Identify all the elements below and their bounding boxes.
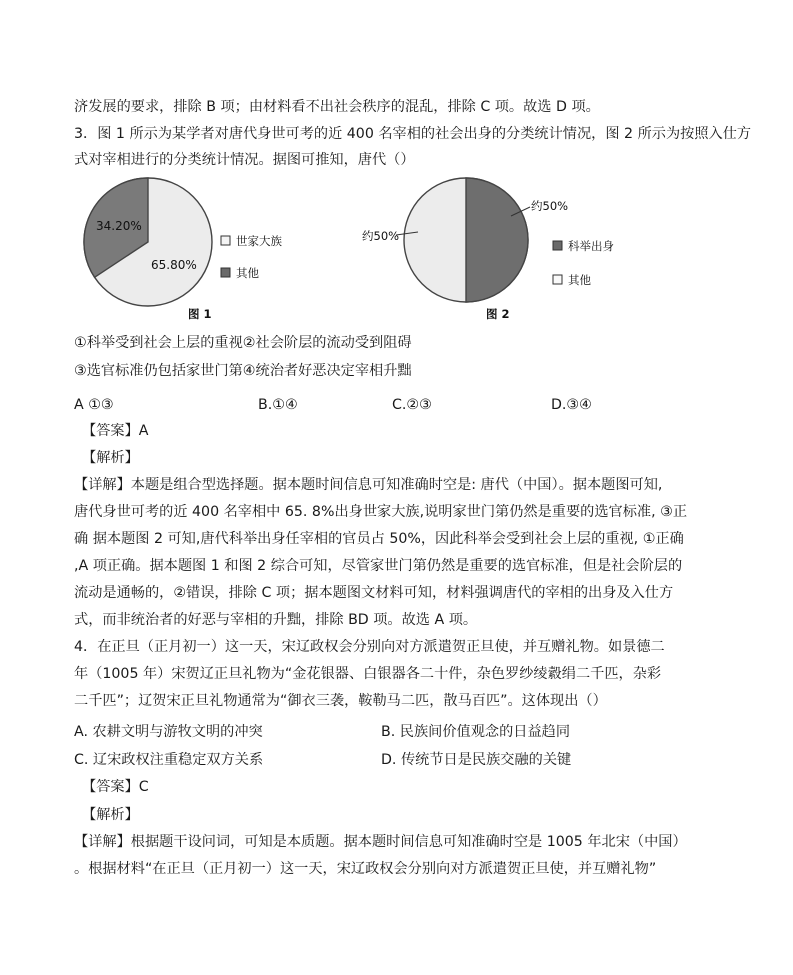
pie1-label-other: 34.20% xyxy=(96,219,142,233)
analysis-3: 【解析】 xyxy=(82,450,139,466)
pie2-legend-swatch-other xyxy=(553,275,562,284)
option-4d: D. 传统节日是民族交融的关键 xyxy=(381,752,572,768)
question-4-line-1: 4．在正旦（正月初一）这一天，宋辽政权会分别向对方派遣贺正旦使，并互赠礼物。如景德二 xyxy=(74,639,665,655)
pie2-legend-swatch-keju xyxy=(553,241,562,250)
answer-4: 【答案】C xyxy=(82,779,149,795)
analysis-4: 【解析】 xyxy=(82,807,139,823)
option-c: C.②③ xyxy=(392,397,432,413)
explain-3-line-4: ,A 项正确。据本题图 1 和图 2 综合可知，尽管家世门第仍然是重要的选官标准，但是社会阶层的 xyxy=(74,558,683,574)
explain-3-line-1: 【详解】本题是组合型选择题。据本题时间信息可知准确时空是: 唐代（中国）。据本题图可知, xyxy=(74,477,663,493)
question-4-line-2: 年（1005 年）宋贺辽正旦礼物为“金花银器、白银器各二十件，杂色罗纱绫縠绢二千匹，杂彩 xyxy=(74,666,662,682)
explain-3-line-2: 唐代身世可考的近 400 名宰相中 65. 8%出身世家大族,说明家世门第仍然是重要的选官标准, ③正 xyxy=(74,504,688,520)
pie1-label-shijia: 65.80% xyxy=(151,258,197,272)
answer-3: 【答案】A xyxy=(82,423,149,439)
option-4b: B. 民族间价值观念的日益趋同 xyxy=(381,724,571,740)
explain-4-line-1: 【详解】根据题干设问词，可知是本质题。据本题时间信息可知准确时空是 1005 年北宋（中国） xyxy=(74,834,687,850)
pie1-title: 图 1 xyxy=(188,307,212,321)
explain-4-line-2: 。根据材料“在正旦（正月初一）这一天，宋辽政权会分别向对方派遣贺正旦使，并互赠礼物” xyxy=(74,861,657,877)
pie1-legend-swatch-shijia xyxy=(221,236,230,245)
explain-3-line-5: 流动是通畅的，②错误，排除 C 项；据本题图文材料可知，材料强调唐代的宰相的出身及入仕方 xyxy=(74,585,674,601)
option-d: D.③④ xyxy=(551,397,592,413)
statement-line-2: ③选官标准仍包括家世门第④统治者好恶决定宰相升黜 xyxy=(74,363,412,379)
option-4a: A. 农耕文明与游牧文明的冲突 xyxy=(74,724,263,740)
pie2-label-keju: 约50% xyxy=(531,199,569,213)
pie1-legend-swatch-other xyxy=(221,268,230,277)
explain-3-line-6: 式，而非统治者的好恶与宰相的升黜，排除 BD 项。故选 A 项。 xyxy=(74,612,478,628)
charts-overlay xyxy=(0,174,793,334)
pie2-title: 图 2 xyxy=(486,307,510,321)
pie1-legend-shijia: 世家大族 xyxy=(236,234,282,248)
option-a: A ①③ xyxy=(74,397,114,413)
pie2-legend-keju: 科举出身 xyxy=(568,239,614,253)
question-3-line-1: 3．图 1 所示为某学者对唐代身世可考的近 400 名宰相的社会出身的分类统计情况，图 2 所示为按照入仕方 xyxy=(74,126,752,142)
pie2-slice-keju xyxy=(466,178,528,302)
explain-3-line-3: 确 据本题图 2 可知,唐代科举出身任宰相的官员占 50%，因此科举会受到社会上层的重视, ①正确 xyxy=(74,531,684,547)
question-3-line-2: 式对宰相进行的分类统计情况。据图可推知，唐代（） xyxy=(74,152,415,168)
pie1-legend-other: 其他 xyxy=(236,266,259,280)
option-b: B.①④ xyxy=(258,397,298,413)
line-1: 济发展的要求，排除 B 项；由材料看不出社会秩序的混乱，排除 C 项。故选 D 项。 xyxy=(74,99,600,115)
option-4c: C. 辽宋政权注重稳定双方关系 xyxy=(74,752,264,768)
statement-line-1: ①科举受到社会上层的重视②社会阶层的流动受到阻碍 xyxy=(74,335,412,351)
pie2-legend-other: 其他 xyxy=(568,273,591,287)
pie2-label-other: 约50% xyxy=(362,229,400,243)
question-4-line-3: 二千匹”；辽贺宋正旦礼物通常为“御衣三袭，鞍勒马二匹，散马百匹”。这体现出（） xyxy=(74,693,607,709)
